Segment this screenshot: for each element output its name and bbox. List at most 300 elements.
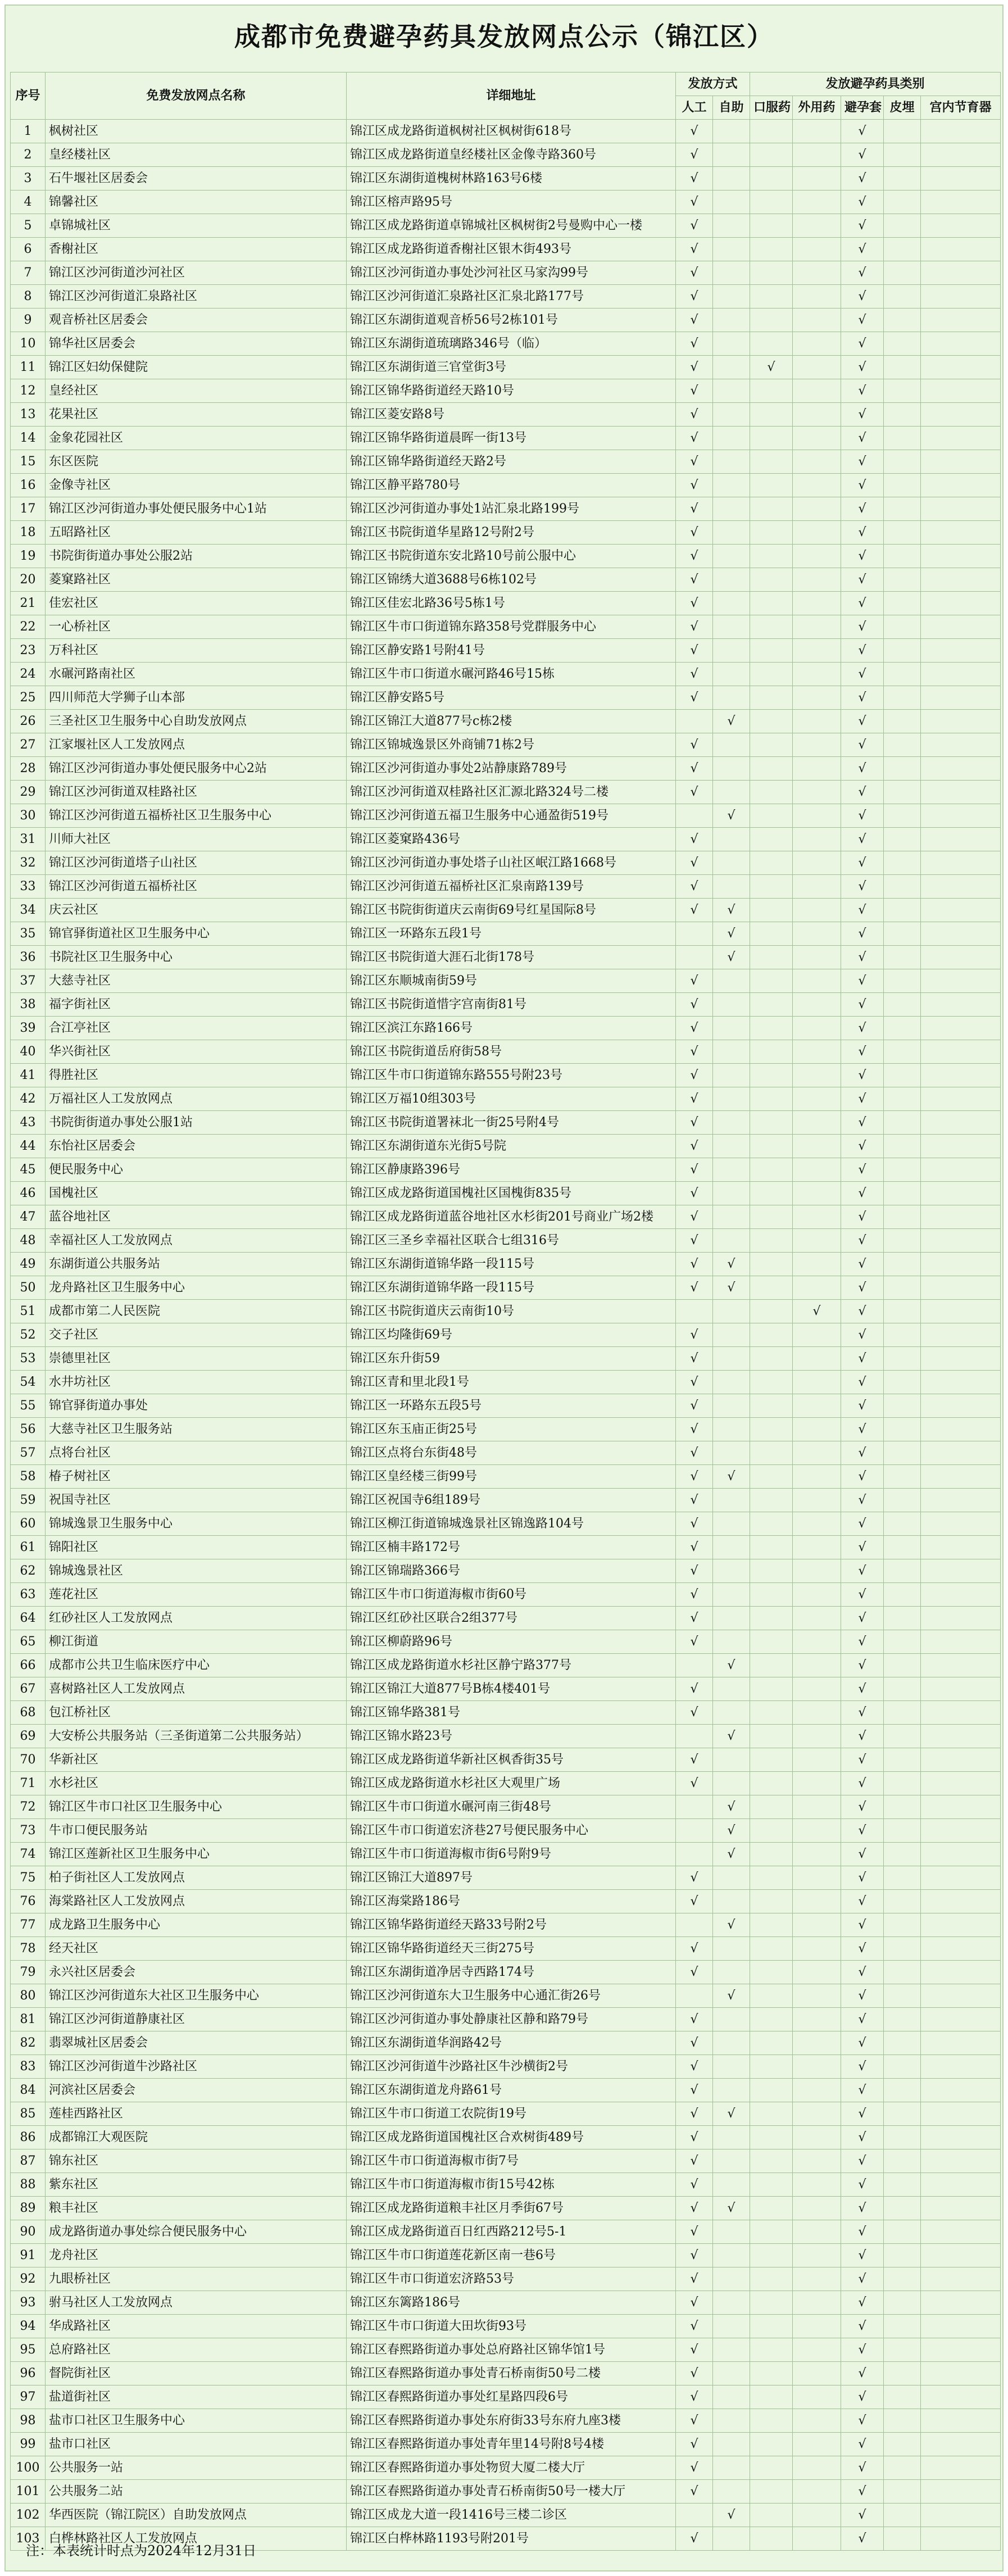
method-auto-cell bbox=[713, 427, 750, 450]
type-iud-cell bbox=[921, 710, 1001, 733]
method-manual-cell: √ bbox=[676, 1135, 713, 1158]
point-address: 锦江区锦华路街道经天路10号 bbox=[347, 379, 676, 403]
method-manual-cell bbox=[676, 804, 713, 828]
type-external-cell bbox=[793, 1819, 841, 1843]
type-implant-cell bbox=[884, 1607, 921, 1630]
point-name: 红砂社区人工发放网点 bbox=[46, 1607, 347, 1630]
type-external-cell bbox=[793, 238, 841, 261]
row-number: 62 bbox=[11, 1559, 46, 1583]
type-iud-cell bbox=[921, 1158, 1001, 1182]
point-address: 锦江区成龙路街道国槐社区国槐街835号 bbox=[347, 1182, 676, 1205]
type-oral-cell bbox=[750, 1866, 793, 1890]
table-row bbox=[11, 2315, 1001, 2338]
method-auto-cell bbox=[713, 545, 750, 568]
type-implant-cell bbox=[884, 521, 921, 545]
type-external-cell bbox=[793, 521, 841, 545]
point-name: 翡翠城社区居委会 bbox=[46, 2031, 347, 2055]
method-manual-cell: √ bbox=[676, 2220, 713, 2244]
point-name: 督院街社区 bbox=[46, 2362, 347, 2385]
type-implant-cell bbox=[884, 2291, 921, 2315]
row-number: 56 bbox=[11, 1418, 46, 1441]
type-implant-cell bbox=[884, 804, 921, 828]
method-auto-cell bbox=[713, 851, 750, 875]
row-number: 88 bbox=[11, 2173, 46, 2197]
table-row bbox=[11, 1040, 1001, 1064]
table-row bbox=[11, 922, 1001, 946]
type-condom-cell: √ bbox=[841, 2197, 884, 2220]
table-row bbox=[11, 710, 1001, 733]
type-condom-cell: √ bbox=[841, 1630, 884, 1654]
type-condom-cell: √ bbox=[841, 403, 884, 427]
point-name: 莲花社区 bbox=[46, 1583, 347, 1607]
type-external-cell bbox=[793, 427, 841, 450]
type-implant-cell bbox=[884, 1441, 921, 1465]
type-oral-cell bbox=[750, 851, 793, 875]
point-address: 锦江区成龙路街道水杉社区静宁路377号 bbox=[347, 1654, 676, 1677]
point-address: 锦江区成龙路街道香榭社区银木街493号 bbox=[347, 238, 676, 261]
type-condom-cell: √ bbox=[841, 521, 884, 545]
type-iud-cell bbox=[921, 2220, 1001, 2244]
type-oral-cell bbox=[750, 1441, 793, 1465]
type-condom-cell: √ bbox=[841, 1371, 884, 1394]
point-name: 锦城逸景社区 bbox=[46, 1559, 347, 1583]
type-iud-cell bbox=[921, 899, 1001, 922]
type-condom-cell: √ bbox=[841, 733, 884, 757]
type-iud-cell bbox=[921, 1394, 1001, 1418]
method-auto-cell bbox=[713, 733, 750, 757]
row-number: 40 bbox=[11, 1040, 46, 1064]
method-auto-cell: √ bbox=[713, 1795, 750, 1819]
type-oral-cell bbox=[750, 332, 793, 356]
method-auto-cell bbox=[713, 1559, 750, 1583]
method-auto-cell bbox=[713, 568, 750, 592]
point-address: 锦江区成龙路街道卓锦城社区枫树街2号曼购中心一楼 bbox=[347, 214, 676, 238]
table-row bbox=[11, 1795, 1001, 1819]
table-row bbox=[11, 1890, 1001, 1913]
table-row bbox=[11, 309, 1001, 332]
point-address: 锦江区牛市口街道大田坎街93号 bbox=[347, 2315, 676, 2338]
type-condom-cell: √ bbox=[841, 2433, 884, 2456]
type-oral-cell bbox=[750, 2055, 793, 2079]
type-oral-cell bbox=[750, 946, 793, 969]
table-row bbox=[11, 1371, 1001, 1394]
type-external-cell bbox=[793, 1630, 841, 1654]
type-iud-cell bbox=[921, 2079, 1001, 2102]
point-address: 锦江区榕声路95号 bbox=[347, 191, 676, 214]
type-iud-cell bbox=[921, 1229, 1001, 1253]
type-implant-cell bbox=[884, 1890, 921, 1913]
type-external-cell bbox=[793, 2504, 841, 2527]
type-condom-cell: √ bbox=[841, 2480, 884, 2504]
type-iud-cell bbox=[921, 2008, 1001, 2031]
table-row bbox=[11, 285, 1001, 309]
type-implant-cell bbox=[884, 993, 921, 1017]
page-title: 成都市免费避孕药具发放网点公示（锦江区） bbox=[234, 21, 774, 52]
method-manual-cell: √ bbox=[676, 1512, 713, 1536]
point-address: 锦江区书院街道东安北路10号前公服中心 bbox=[347, 545, 676, 568]
type-condom-cell: √ bbox=[841, 1843, 884, 1866]
type-iud-cell bbox=[921, 1536, 1001, 1559]
type-oral-cell bbox=[750, 1772, 793, 1795]
type-oral-cell bbox=[750, 1300, 793, 1323]
type-iud-cell bbox=[921, 1418, 1001, 1441]
point-address: 锦江区沙河街道牛沙路社区牛沙横街2号 bbox=[347, 2055, 676, 2079]
type-iud-cell bbox=[921, 1253, 1001, 1276]
row-number: 59 bbox=[11, 1489, 46, 1512]
point-name: 龙舟路社区卫生服务中心 bbox=[46, 1276, 347, 1300]
row-number: 75 bbox=[11, 1866, 46, 1890]
row-number: 66 bbox=[11, 1654, 46, 1677]
type-oral-cell bbox=[750, 615, 793, 639]
table-row bbox=[11, 2267, 1001, 2291]
row-number: 90 bbox=[11, 2220, 46, 2244]
method-auto-cell bbox=[713, 1205, 750, 1229]
table-row bbox=[11, 592, 1001, 615]
point-name: 盐道街社区 bbox=[46, 2385, 347, 2409]
point-address: 锦江区锦华路街道经天路33号附2号 bbox=[347, 1913, 676, 1937]
type-implant-cell bbox=[884, 191, 921, 214]
table-row bbox=[11, 663, 1001, 686]
point-name: 交子社区 bbox=[46, 1323, 347, 1347]
point-name: 紫东社区 bbox=[46, 2173, 347, 2197]
type-oral-cell bbox=[750, 1253, 793, 1276]
type-external-cell bbox=[793, 2267, 841, 2291]
table-row bbox=[11, 1512, 1001, 1536]
point-address: 锦江区牛市口街道工农院街19号 bbox=[347, 2102, 676, 2126]
type-external-cell bbox=[793, 167, 841, 191]
type-external-cell bbox=[793, 2338, 841, 2362]
row-number: 3 bbox=[11, 167, 46, 191]
point-address: 锦江区沙河街道汇泉路社区汇泉北路177号 bbox=[347, 285, 676, 309]
type-external-cell bbox=[793, 733, 841, 757]
table-row bbox=[11, 2102, 1001, 2126]
point-address: 锦江区静安路5号 bbox=[347, 686, 676, 710]
type-implant-cell bbox=[884, 261, 921, 285]
type-condom-cell: √ bbox=[841, 2362, 884, 2385]
method-auto-cell bbox=[713, 1158, 750, 1182]
type-condom-cell: √ bbox=[841, 427, 884, 450]
point-name: 莲桂西路社区 bbox=[46, 2102, 347, 2126]
type-external-cell bbox=[793, 1253, 841, 1276]
point-name: 观音桥社区居委会 bbox=[46, 309, 347, 332]
type-condom-cell: √ bbox=[841, 1725, 884, 1748]
type-condom-cell: √ bbox=[841, 2079, 884, 2102]
table-row bbox=[11, 1394, 1001, 1418]
header-type-oral: 口服药 bbox=[750, 96, 793, 120]
row-number: 80 bbox=[11, 1984, 46, 2008]
method-auto-cell: √ bbox=[713, 804, 750, 828]
point-name: 锦江区沙河街道办事处便民服务中心1站 bbox=[46, 497, 347, 521]
row-number: 35 bbox=[11, 922, 46, 946]
type-iud-cell bbox=[921, 285, 1001, 309]
type-iud-cell bbox=[921, 545, 1001, 568]
point-name: 九眼桥社区 bbox=[46, 2267, 347, 2291]
type-condom-cell: √ bbox=[841, 1040, 884, 1064]
type-oral-cell bbox=[750, 521, 793, 545]
method-auto-cell bbox=[713, 2079, 750, 2102]
table-row bbox=[11, 2385, 1001, 2409]
point-name: 成都锦江大观医院 bbox=[46, 2126, 347, 2149]
type-oral-cell bbox=[750, 1371, 793, 1394]
type-oral-cell bbox=[750, 2126, 793, 2149]
type-implant-cell bbox=[884, 757, 921, 781]
method-manual-cell: √ bbox=[676, 2173, 713, 2197]
method-manual-cell: √ bbox=[676, 1229, 713, 1253]
table-row bbox=[11, 639, 1001, 663]
method-manual-cell: √ bbox=[676, 592, 713, 615]
row-number: 26 bbox=[11, 710, 46, 733]
point-address: 锦江区牛市口街道锦东路555号附23号 bbox=[347, 1064, 676, 1087]
table-row bbox=[11, 427, 1001, 450]
type-oral-cell bbox=[750, 427, 793, 450]
row-number: 74 bbox=[11, 1843, 46, 1866]
type-implant-cell bbox=[884, 1300, 921, 1323]
type-oral-cell bbox=[750, 2267, 793, 2291]
header-method-manual: 人工 bbox=[676, 96, 713, 120]
type-external-cell bbox=[793, 1512, 841, 1536]
method-auto-cell bbox=[713, 592, 750, 615]
type-iud-cell bbox=[921, 474, 1001, 497]
point-address: 锦江区东湖街道净居寺西路174号 bbox=[347, 1961, 676, 1984]
table-row bbox=[11, 332, 1001, 356]
point-name: 华西医院（锦江院区）自助发放网点 bbox=[46, 2504, 347, 2527]
type-oral-cell bbox=[750, 875, 793, 899]
type-external-cell bbox=[793, 2149, 841, 2173]
row-number: 20 bbox=[11, 568, 46, 592]
type-oral-cell bbox=[750, 285, 793, 309]
row-number: 37 bbox=[11, 969, 46, 993]
row-number: 47 bbox=[11, 1205, 46, 1229]
type-implant-cell bbox=[884, 1347, 921, 1371]
type-condom-cell: √ bbox=[841, 922, 884, 946]
method-manual-cell: √ bbox=[676, 2362, 713, 2385]
type-iud-cell bbox=[921, 1512, 1001, 1536]
method-manual-cell: √ bbox=[676, 427, 713, 450]
row-number: 71 bbox=[11, 1772, 46, 1795]
type-implant-cell bbox=[884, 2267, 921, 2291]
type-external-cell bbox=[793, 1536, 841, 1559]
type-condom-cell: √ bbox=[841, 167, 884, 191]
type-condom-cell: √ bbox=[841, 2456, 884, 2480]
header-method: 发放方式 bbox=[676, 72, 750, 96]
type-condom-cell: √ bbox=[841, 261, 884, 285]
type-implant-cell bbox=[884, 1937, 921, 1961]
type-oral-cell bbox=[750, 1394, 793, 1418]
point-address: 锦江区锦城逸景区外商铺71栋2号 bbox=[347, 733, 676, 757]
type-condom-cell: √ bbox=[841, 1772, 884, 1795]
point-name: 川师大社区 bbox=[46, 828, 347, 851]
point-name: 万福社区人工发放网点 bbox=[46, 1087, 347, 1111]
method-manual-cell: √ bbox=[676, 2291, 713, 2315]
point-name: 花果社区 bbox=[46, 403, 347, 427]
type-external-cell bbox=[793, 1087, 841, 1111]
type-oral-cell bbox=[750, 1276, 793, 1300]
method-auto-cell: √ bbox=[713, 2102, 750, 2126]
row-number: 25 bbox=[11, 686, 46, 710]
type-condom-cell: √ bbox=[841, 710, 884, 733]
type-oral-cell bbox=[750, 379, 793, 403]
point-name: 牛市口便民服务站 bbox=[46, 1819, 347, 1843]
method-auto-cell bbox=[713, 521, 750, 545]
method-auto-cell: √ bbox=[713, 1276, 750, 1300]
type-implant-cell bbox=[884, 1913, 921, 1937]
point-name: 华新社区 bbox=[46, 1748, 347, 1772]
method-manual-cell: √ bbox=[676, 1536, 713, 1559]
method-manual-cell: √ bbox=[676, 1323, 713, 1347]
method-auto-cell bbox=[713, 1607, 750, 1630]
type-implant-cell bbox=[884, 167, 921, 191]
type-external-cell bbox=[793, 1441, 841, 1465]
type-external-cell bbox=[793, 592, 841, 615]
point-name: 水杉社区 bbox=[46, 1772, 347, 1795]
method-manual-cell: √ bbox=[676, 120, 713, 143]
type-condom-cell: √ bbox=[841, 1276, 884, 1300]
type-implant-cell bbox=[884, 663, 921, 686]
type-condom-cell: √ bbox=[841, 1441, 884, 1465]
method-manual-cell: √ bbox=[676, 1371, 713, 1394]
type-condom-cell: √ bbox=[841, 2504, 884, 2527]
method-manual-cell: √ bbox=[676, 1064, 713, 1087]
type-implant-cell bbox=[884, 2504, 921, 2527]
type-oral-cell bbox=[750, 1017, 793, 1040]
type-oral-cell bbox=[750, 214, 793, 238]
method-auto-cell: √ bbox=[713, 1465, 750, 1489]
type-implant-cell bbox=[884, 969, 921, 993]
type-external-cell bbox=[793, 1158, 841, 1182]
header-address: 详细地址 bbox=[347, 72, 676, 120]
type-iud-cell bbox=[921, 261, 1001, 285]
point-name: 书院街街道办事处公服1站 bbox=[46, 1111, 347, 1135]
point-address: 锦江区牛市口街道海椒市街6号附9号 bbox=[347, 1843, 676, 1866]
type-implant-cell bbox=[884, 1512, 921, 1536]
type-external-cell bbox=[793, 828, 841, 851]
header-method-auto: 自助 bbox=[713, 96, 750, 120]
point-address: 锦江区锦华路街道经天三街275号 bbox=[347, 1937, 676, 1961]
type-condom-cell: √ bbox=[841, 1205, 884, 1229]
type-iud-cell bbox=[921, 214, 1001, 238]
point-name: 三圣社区卫生服务中心自助发放网点 bbox=[46, 710, 347, 733]
type-iud-cell bbox=[921, 2480, 1001, 2504]
type-iud-cell bbox=[921, 1559, 1001, 1583]
type-oral-cell bbox=[750, 993, 793, 1017]
row-number: 83 bbox=[11, 2055, 46, 2079]
row-number: 51 bbox=[11, 1300, 46, 1323]
type-condom-cell: √ bbox=[841, 1394, 884, 1418]
table-row bbox=[11, 1677, 1001, 1701]
type-oral-cell bbox=[750, 191, 793, 214]
type-implant-cell bbox=[884, 497, 921, 521]
type-oral-cell bbox=[750, 143, 793, 167]
method-manual-cell: √ bbox=[676, 143, 713, 167]
type-implant-cell bbox=[884, 2149, 921, 2173]
type-condom-cell: √ bbox=[841, 545, 884, 568]
type-condom-cell: √ bbox=[841, 1229, 884, 1253]
type-iud-cell bbox=[921, 1087, 1001, 1111]
row-number: 21 bbox=[11, 592, 46, 615]
row-number: 99 bbox=[11, 2433, 46, 2456]
point-name: 柏子街社区人工发放网点 bbox=[46, 1866, 347, 1890]
row-number: 54 bbox=[11, 1371, 46, 1394]
table-row bbox=[11, 1559, 1001, 1583]
method-auto-cell bbox=[713, 2220, 750, 2244]
table-row bbox=[11, 733, 1001, 757]
point-address: 锦江区东湖街道华润路42号 bbox=[347, 2031, 676, 2055]
point-name: 四川师范大学狮子山本部 bbox=[46, 686, 347, 710]
type-external-cell bbox=[793, 993, 841, 1017]
point-name: 盐市口社区卫生服务中心 bbox=[46, 2409, 347, 2433]
type-condom-cell: √ bbox=[841, 1418, 884, 1441]
type-iud-cell bbox=[921, 804, 1001, 828]
type-oral-cell bbox=[750, 1630, 793, 1654]
method-manual-cell: √ bbox=[676, 1182, 713, 1205]
type-external-cell bbox=[793, 1607, 841, 1630]
type-external-cell bbox=[793, 2220, 841, 2244]
type-implant-cell bbox=[884, 1276, 921, 1300]
row-number: 72 bbox=[11, 1795, 46, 1819]
point-address: 锦江区一环路东五段1号 bbox=[347, 922, 676, 946]
type-oral-cell bbox=[750, 1111, 793, 1135]
row-number: 102 bbox=[11, 2504, 46, 2527]
type-implant-cell bbox=[884, 2315, 921, 2338]
method-manual-cell: √ bbox=[676, 1630, 713, 1654]
method-auto-cell bbox=[713, 2362, 750, 2385]
type-implant-cell bbox=[884, 1158, 921, 1182]
point-name: 合江亭社区 bbox=[46, 1017, 347, 1040]
row-number: 6 bbox=[11, 238, 46, 261]
point-name: 国槐社区 bbox=[46, 1182, 347, 1205]
type-implant-cell bbox=[884, 1559, 921, 1583]
header-no: 序号 bbox=[11, 72, 46, 120]
row-number: 64 bbox=[11, 1607, 46, 1630]
method-auto-cell bbox=[713, 1961, 750, 1984]
point-address: 锦江区万福10组303号 bbox=[347, 1087, 676, 1111]
type-iud-cell bbox=[921, 1017, 1001, 1040]
method-manual-cell: √ bbox=[676, 639, 713, 663]
type-condom-cell: √ bbox=[841, 1984, 884, 2008]
type-condom-cell: √ bbox=[841, 1111, 884, 1135]
type-condom-cell: √ bbox=[841, 2527, 884, 2551]
row-number: 30 bbox=[11, 804, 46, 828]
footnote: 注：本表统计时点为2024年12月31日 bbox=[26, 2543, 257, 2559]
type-implant-cell bbox=[884, 2456, 921, 2480]
type-oral-cell bbox=[750, 2031, 793, 2055]
type-iud-cell bbox=[921, 1819, 1001, 1843]
point-name: 便民服务中心 bbox=[46, 1158, 347, 1182]
method-auto-cell bbox=[713, 1512, 750, 1536]
method-manual-cell bbox=[676, 2504, 713, 2527]
method-auto-cell bbox=[713, 781, 750, 804]
point-address: 锦江区东顺城南街59号 bbox=[347, 969, 676, 993]
type-oral-cell bbox=[750, 1536, 793, 1559]
point-address: 锦江区沙河街道五福桥社区汇泉南路139号 bbox=[347, 875, 676, 899]
point-address: 锦江区沙河街道办事处1站汇泉北路199号 bbox=[347, 497, 676, 521]
method-manual-cell bbox=[676, 710, 713, 733]
table-row bbox=[11, 521, 1001, 545]
type-implant-cell bbox=[884, 1253, 921, 1276]
row-number: 32 bbox=[11, 851, 46, 875]
method-manual-cell: √ bbox=[676, 261, 713, 285]
row-number: 58 bbox=[11, 1465, 46, 1489]
point-address: 锦江区书院街道庆云南街10号 bbox=[347, 1300, 676, 1323]
type-implant-cell bbox=[884, 922, 921, 946]
type-implant-cell bbox=[884, 1394, 921, 1418]
type-oral-cell bbox=[750, 474, 793, 497]
type-external-cell bbox=[793, 120, 841, 143]
type-oral-cell bbox=[750, 1937, 793, 1961]
type-external-cell bbox=[793, 1418, 841, 1441]
row-number: 45 bbox=[11, 1158, 46, 1182]
method-auto-cell bbox=[713, 1630, 750, 1654]
